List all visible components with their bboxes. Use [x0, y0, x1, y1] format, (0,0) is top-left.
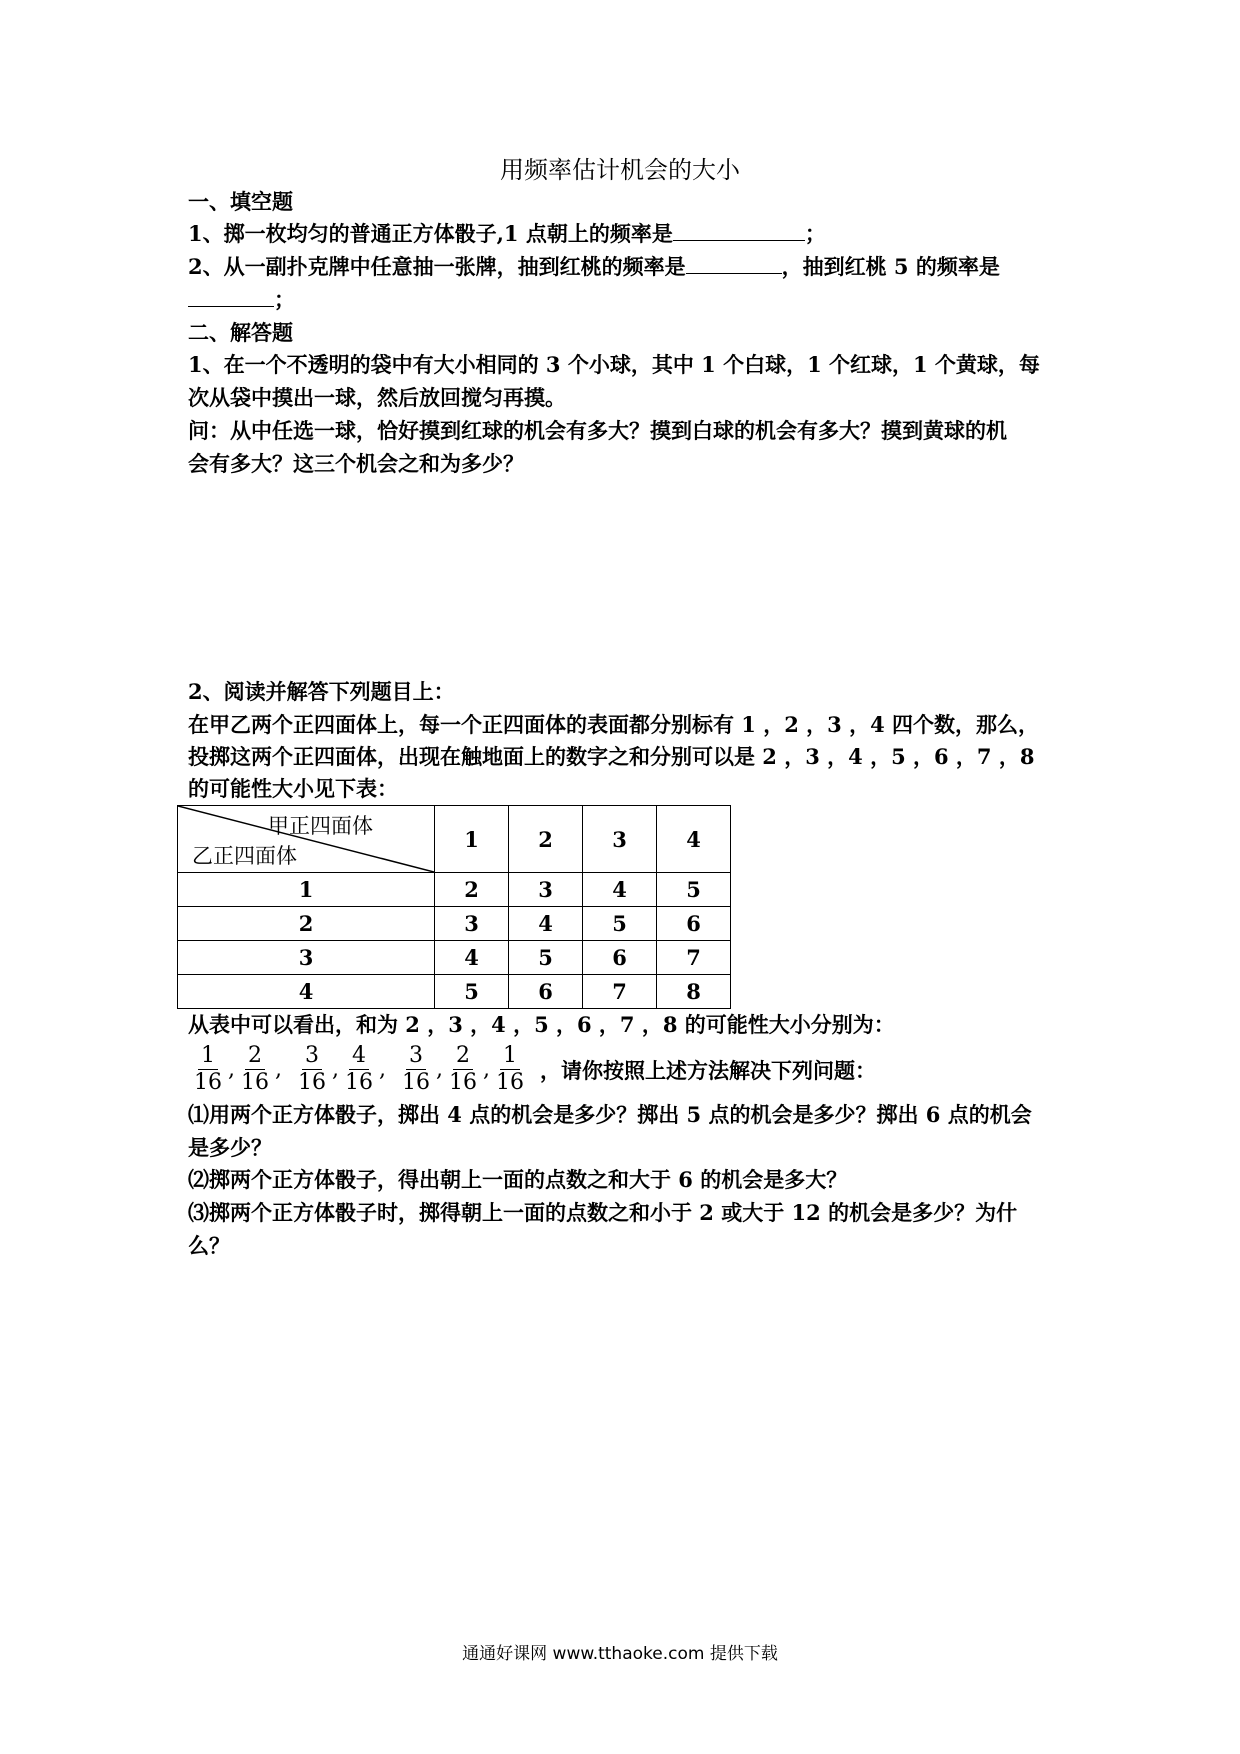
- table-cell: 5: [657, 873, 731, 907]
- fill-question-1: [188, 218, 1068, 250]
- comma-separator: ,: [228, 1057, 235, 1082]
- answer-blank: [188, 284, 274, 307]
- row-header: 2: [178, 907, 435, 941]
- fraction: [342, 1043, 376, 1096]
- answer-blank: [686, 251, 782, 274]
- fraction: [399, 1043, 433, 1096]
- answer-q2-line: 2、阅读并解答下列题目上：: [188, 679, 455, 704]
- fraction-numerator: 1: [500, 1043, 520, 1070]
- fraction-numerator: 2: [245, 1043, 265, 1070]
- answer-q2-line: 的可能性大小见下表：: [188, 776, 398, 801]
- table-cell: 5: [509, 941, 583, 975]
- fraction-numerator: 2: [453, 1043, 473, 1070]
- table-cell: 4: [583, 873, 657, 907]
- fraction-denominator: 16: [298, 1070, 326, 1095]
- corner-bottom-label: 乙正四面体: [192, 844, 297, 868]
- fraction: [238, 1043, 272, 1096]
- fraction-denominator: 16: [402, 1070, 430, 1095]
- table-cell: 3: [435, 907, 509, 941]
- sub-question-2: ⑵掷两个正方体骰子，得出朝上一面的点数之和大于 6 的机会是多大？: [188, 1167, 848, 1192]
- sub-question-3: ⑶掷两个正方体骰子时，掷得朝上一面的点数之和小于 2 或大于 12 的机会是多少？为什: [188, 1200, 1018, 1225]
- answer-q2-line: 在甲乙两个正四面体上，每一个正四面体的表面都分别标有 1 ，2 ，3 ，4 四个数，那么，: [188, 712, 1039, 737]
- sub-question-1-cont: 是多少？: [188, 1135, 272, 1160]
- after-table-text: 从表中可以看出，和为 2 ，3 ，4 ，5 ，6 ，7 ，8 的可能性大小分别为：: [188, 1012, 895, 1037]
- table-cell: 3: [509, 873, 583, 907]
- fraction-numerator: 1: [198, 1043, 218, 1070]
- fraction-row-tail: ，请你按照上述方法解决下列问题：: [540, 1057, 876, 1083]
- table-cell: 2: [435, 873, 509, 907]
- comma-separator: ,: [436, 1057, 443, 1082]
- answer-q1-line: 会有多大？这三个机会之和为多少？: [188, 451, 524, 476]
- comma-separator: ,: [332, 1057, 339, 1082]
- fraction-numerator: 4: [349, 1043, 369, 1070]
- table-cell: 6: [509, 975, 583, 1009]
- fraction: [191, 1043, 225, 1096]
- fraction: [493, 1043, 527, 1096]
- comma-separator: ,: [379, 1057, 386, 1082]
- answer-q2-line: 投掷这两个正四面体，出现在触地面上的数字之和分别可以是 2 ，3 ，4 ，5 ，6 ，7 ，8: [188, 744, 1035, 769]
- table-header-row: [178, 806, 731, 873]
- answer-q1-line: 次从袋中摸出一球，然后放回搅匀再摸。: [188, 385, 566, 410]
- corner-top-label: 甲正四面体: [268, 814, 373, 838]
- sum-table: [177, 805, 731, 1009]
- table-cell: 8: [657, 975, 731, 1009]
- table-cell: 6: [657, 907, 731, 941]
- table-cell: 4: [509, 907, 583, 941]
- table-cell: 5: [435, 975, 509, 1009]
- fill-question-2-mid: ，抽到红桃 5 的频率是: [781, 254, 1000, 279]
- answer-blank: [673, 218, 805, 241]
- fraction-numerator: 3: [406, 1043, 426, 1070]
- footer-credit: 通通好课网 www.tthaoke.com 提供下载: [462, 1644, 778, 1664]
- table-row: [178, 873, 731, 907]
- fraction-denominator: 16: [241, 1070, 269, 1095]
- fraction-numerator: 3: [302, 1043, 322, 1070]
- fraction: [446, 1043, 480, 1096]
- table-row: [178, 975, 731, 1009]
- fraction-denominator: 16: [345, 1070, 373, 1095]
- answer-q1-line: 1、在一个不透明的袋中有大小相同的 3 个小球，其中 1 个白球，1 个红球，1 个黄球，每: [188, 352, 1040, 377]
- column-header: 1: [435, 806, 509, 873]
- table-cell: 6: [583, 941, 657, 975]
- column-header: 2: [509, 806, 583, 873]
- page-title: 用频率估计机会的大小: [500, 156, 740, 184]
- fraction-row: [190, 1043, 876, 1096]
- fraction-denominator: 16: [496, 1070, 524, 1095]
- table-cell: 7: [657, 941, 731, 975]
- fill-question-1-text: 1、掷一枚均匀的普通正方体骰子,1 点朝上的频率是: [188, 221, 673, 246]
- answer-q1-line: 问：从中任选一球，恰好摸到红球的机会有多大？摸到白球的机会有多大？摸到黄球的机: [188, 418, 1007, 443]
- sub-question-3-cont: 么？: [188, 1233, 230, 1258]
- fill-question-2-text: 2、从一副扑克牌中任意抽一张牌，抽到红桃的频率是: [188, 254, 686, 279]
- table-corner-cell: [178, 806, 435, 873]
- row-header: 4: [178, 975, 435, 1009]
- row-header: 1: [178, 873, 435, 907]
- row-header: 3: [178, 941, 435, 975]
- table-cell: 7: [583, 975, 657, 1009]
- table-cell: 5: [583, 907, 657, 941]
- sub-question-1: ⑴用两个正方体骰子，掷出 4 点的机会是多少？掷出 5 点的机会是多少？掷出 6 点的机会: [188, 1102, 1032, 1127]
- table-row: [178, 941, 731, 975]
- table-row: [178, 907, 731, 941]
- column-header: 4: [657, 806, 731, 873]
- section2-heading: 二、解答题: [188, 320, 293, 345]
- fraction-denominator: 16: [194, 1070, 222, 1095]
- comma-separator: ,: [483, 1057, 490, 1082]
- section1-heading: 一、填空题: [188, 189, 293, 214]
- comma-separator: ,: [275, 1057, 282, 1082]
- fill-question-2: [188, 251, 1068, 283]
- fraction-denominator: 16: [449, 1070, 477, 1095]
- fill-question-2-cont: [188, 284, 1068, 316]
- fraction: [295, 1043, 329, 1096]
- fill-question-2-tail: ；: [274, 287, 295, 312]
- table-cell: 4: [435, 941, 509, 975]
- column-header: 3: [583, 806, 657, 873]
- fill-question-1-tail: ；: [804, 221, 826, 246]
